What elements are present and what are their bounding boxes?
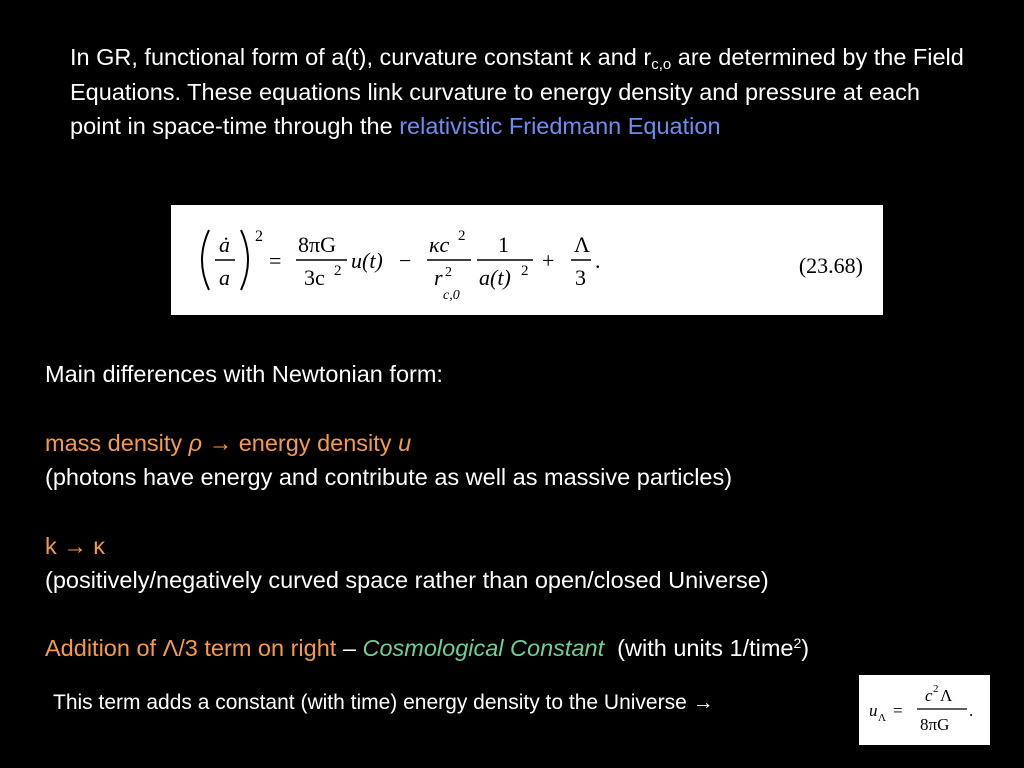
energy-density-note <box>53 691 714 715</box>
term2-den-exponent: 2 <box>445 265 452 280</box>
difference-3-close: ) <box>801 635 810 661</box>
term4-denominator: 3 <box>575 265 586 290</box>
term2-den-subscript: c,0 <box>443 288 460 303</box>
mini-period: . <box>969 701 974 720</box>
term1-den-exponent: 2 <box>334 263 342 279</box>
note-text: This term adds a constant (with time) energy density to the Universe <box>53 691 693 714</box>
difference-2-a: k <box>45 533 64 559</box>
term1-numerator: 8πG <box>298 232 336 257</box>
mini-lhs-subscript: Λ <box>878 712 886 724</box>
term3-denominator: a(t) <box>479 265 511 290</box>
term4-numerator: Λ <box>574 232 590 257</box>
differences-heading: Main differences with Newtonian form: <box>45 361 443 387</box>
term3-den-exponent: 2 <box>521 263 529 279</box>
difference-3-units: (with units 1/time <box>604 635 794 661</box>
friedmann-equation-formula <box>171 205 883 315</box>
difference-2-note: (positively/negatively curved space rather than open/closed Universe) <box>45 567 769 593</box>
arrow-icon: → <box>692 691 714 714</box>
lhs-denominator: a <box>219 265 230 290</box>
cosmological-constant-term: Cosmological Constant <box>362 635 605 661</box>
lhs-numerator: ȧ <box>219 232 230 257</box>
difference-1-a: mass density <box>45 430 189 456</box>
mini-numerator: c <box>925 686 933 705</box>
minus-sign: − <box>399 248 412 273</box>
term1-function: u(t) <box>351 248 383 273</box>
equals-sign: = <box>269 248 282 273</box>
plus-sign: + <box>542 248 555 273</box>
arrow-icon: → <box>202 430 239 456</box>
difference-3-dash: – <box>336 635 363 661</box>
difference-3 <box>45 633 809 663</box>
term1-denominator: 3c <box>304 265 325 290</box>
u-symbol: u <box>398 430 412 456</box>
mini-equals: = <box>893 701 903 720</box>
intro-paragraph <box>70 40 970 144</box>
difference-3-exponent: 2 <box>793 635 802 651</box>
difference-3-a: Addition of Λ/3 term on right <box>45 635 337 661</box>
arrow-icon: → <box>63 533 87 559</box>
mini-lhs: u <box>869 701 878 720</box>
mini-denominator: 8πG <box>920 715 950 734</box>
difference-1-b: energy density <box>238 430 399 456</box>
difference-1-note: (photons have energy and contribute as well as massive particles) <box>45 464 733 490</box>
difference-2 <box>45 531 105 561</box>
vacuum-energy-formula <box>859 675 990 745</box>
term2-numerator: κc <box>429 232 450 257</box>
difference-1 <box>45 428 411 458</box>
equation-number: (23.68) <box>798 253 863 278</box>
intro-text-b: are determined by the Field Equations. These equations link curvature to energy density and pressure at each point in space-time through the <box>70 44 964 139</box>
intro-subscript: c,o <box>651 56 672 73</box>
lhs-exponent: 2 <box>255 228 263 245</box>
friedmann-equation-image <box>171 205 883 315</box>
difference-2-b: κ <box>86 533 106 559</box>
mini-numerator-lambda: Λ <box>940 686 953 705</box>
intro-text-a: In GR, functional form of a(t), curvature constant κ and r <box>70 44 652 70</box>
mini-num-exponent: 2 <box>933 683 939 695</box>
vacuum-energy-equation-image <box>859 675 990 745</box>
friedmann-equation-link[interactable]: relativistic Friedmann Equation <box>399 113 721 139</box>
equation-period: . <box>595 248 601 273</box>
rho-symbol: ρ <box>188 430 203 456</box>
term2-denominator: r <box>434 265 443 290</box>
term3-numerator: 1 <box>498 232 509 257</box>
term2-num-exponent: 2 <box>458 228 466 244</box>
